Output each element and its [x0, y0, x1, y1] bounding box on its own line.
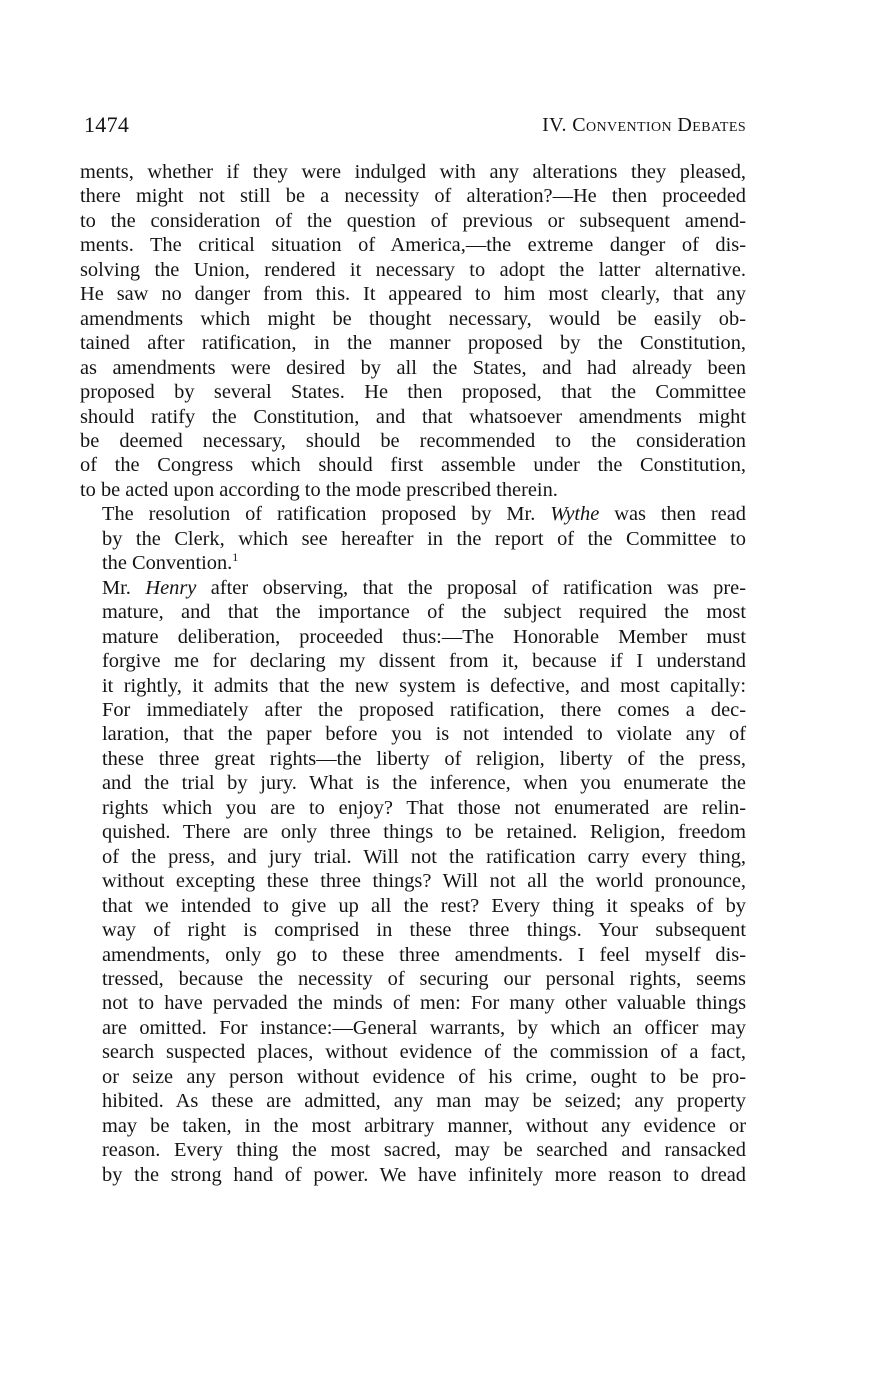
speaker-name-wythe: Wythe	[550, 503, 600, 526]
text-line: reason. Every thing the most sacred, may be searched and ransacked	[102, 1139, 746, 1162]
running-head: IV. Convention Debates	[542, 114, 746, 136]
text-run: the Convention.	[102, 552, 233, 575]
text-line: mature deliberation, proceeded thus:—The Honorable Member must	[102, 625, 746, 648]
text-run: The resolution of ratification proposed by Mr.	[102, 503, 551, 526]
text-line: ments, whether if they were indulged with any alterations they pleased,	[80, 161, 746, 183]
text-line: that we intended to give up all the rest? Every thing it speaks of by	[102, 894, 746, 917]
text-line: tressed, because the necessity of securing our personal rights, seems	[102, 967, 746, 990]
text-line: For immediately after the proposed ratification, there comes a dec-	[102, 698, 746, 721]
text-line: to the consideration of the question of previous or subsequent amend-	[80, 209, 746, 232]
text-line: may be taken, in the most arbitrary manner, without any evidence or	[102, 1114, 746, 1137]
page-number: 1474	[84, 112, 130, 137]
text-line: ments. The critical situation of America,—the extreme danger of dis-	[80, 234, 746, 257]
text-line: these three great rights—the liberty of religion, liberty of the press,	[102, 747, 746, 770]
text-line: amendments, only go to these three amendments. I feel myself dis-	[102, 943, 746, 966]
text-run: Mr.	[102, 576, 146, 599]
text-line: amendments which might be thought necessary, would be easily ob-	[80, 307, 746, 330]
text-line: by the Clerk, which see hereafter in the report of the Committee to	[102, 527, 746, 550]
footnote-reference[interactable]: 1	[232, 550, 239, 565]
text-line: should ratify the Constitution, and that whatsoever amendments might	[80, 405, 746, 428]
text-line: it rightly, it admits that the new system is defective, and most capitally:	[102, 674, 746, 697]
text-line: proposed by several States. He then proposed, that the Committee	[80, 381, 746, 404]
text-line: tained after ratification, in the manner proposed by the Constitution,	[80, 332, 746, 355]
text-line: solving the Union, rendered it necessary to adopt the latter alternative.	[80, 258, 746, 281]
page-header	[84, 108, 746, 142]
page-body	[80, 160, 746, 1187]
text-line: or seize any person without evidence of his crime, ought to be pro-	[102, 1065, 746, 1088]
text-line: He saw no danger from this. It appeared to him most clearly, that any	[80, 283, 746, 306]
text-line: mature, and that the importance of the subject required the most	[102, 601, 746, 624]
text-line: of the Congress which should first assemble under the Constitution,	[80, 454, 746, 477]
paragraph-continuation	[80, 160, 746, 502]
text-line	[80, 502, 746, 526]
text-line: laration, that the paper before you is not intended to violate any of	[102, 723, 746, 746]
text-line: are omitted. For instance:—General warrants, by which an officer may	[102, 1016, 746, 1039]
text-line: without excepting these three things? Will not all the world pronounce,	[102, 870, 746, 893]
paragraph-henry-speech	[80, 576, 746, 1187]
text-line	[80, 576, 746, 600]
text-line: to be acted upon according to the mode prescribed therein.	[80, 478, 558, 501]
text-line: way of right is comprised in these three things. Your subsequent	[102, 919, 746, 942]
text-line	[80, 551, 746, 575]
text-run: was then read	[599, 503, 746, 526]
text-line: search suspected places, without evidence of the commission of a fact,	[102, 1041, 746, 1064]
text-line: quished. There are only three things to be retained. Religion, freedom	[102, 821, 746, 844]
speaker-name-henry: Henry	[145, 576, 197, 599]
text-run: after observing, that the proposal of ratification was pre-	[196, 576, 746, 599]
text-line: rights which you are to enjoy? That those not enumerated are relin-	[102, 796, 746, 819]
text-line: and the trial by jury. What is the inference, when you enumerate the	[102, 772, 746, 795]
text-line: as amendments were desired by all the States, and had already been	[80, 356, 746, 379]
text-line: not to have pervaded the minds of men: For many other valuable things	[102, 992, 746, 1015]
text-line: forgive me for declaring my dissent from it, because if I understand	[102, 650, 746, 673]
text-line: by the strong hand of power. We have infinitely more reason to dread	[102, 1163, 746, 1186]
text-line: of the press, and jury trial. Will not the ratification carry every thing,	[102, 845, 746, 868]
text-line: hibited. As these are admitted, any man may be seized; any property	[102, 1090, 746, 1113]
paragraph-resolution	[80, 502, 746, 575]
text-line: there might not still be a necessity of alteration?—He then proceeded	[80, 185, 746, 208]
text-line: be deemed necessary, should be recommended to the consideration	[80, 429, 746, 452]
